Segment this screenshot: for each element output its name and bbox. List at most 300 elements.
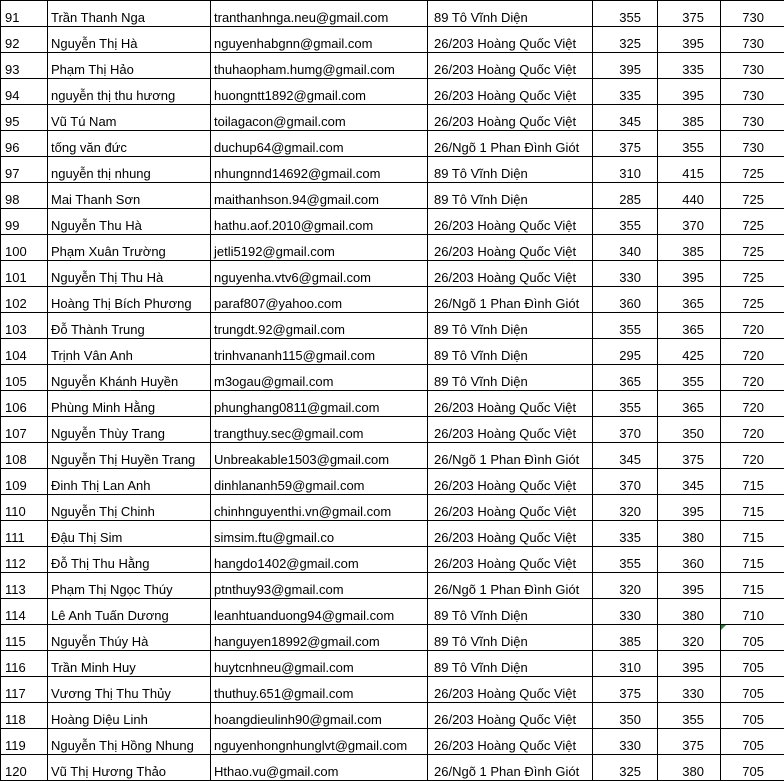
- name-cell[interactable]: [48, 573, 211, 599]
- name-cell[interactable]: [48, 79, 211, 105]
- name-cell[interactable]: [48, 651, 211, 677]
- score-1-text: 295: [619, 348, 641, 363]
- row-number-cell[interactable]: [1, 157, 48, 183]
- score-1-cell[interactable]: [593, 495, 658, 521]
- name-text: Đỗ Thị Thu Hằng: [51, 556, 150, 571]
- table-row: [1, 235, 784, 261]
- score-2-text: 330: [682, 686, 704, 701]
- address-cell[interactable]: [428, 495, 593, 521]
- score-2-cell[interactable]: [658, 469, 721, 495]
- name-cell[interactable]: [48, 521, 211, 547]
- address-text: 26/203 Hoàng Quốc Việt: [434, 426, 576, 441]
- email-text: nhungnnd14692@gmail.com: [214, 166, 380, 181]
- score-1-text: 345: [619, 452, 641, 467]
- name-text: Vũ Tú Nam: [51, 114, 117, 129]
- name-text: Phùng Minh Hằng: [51, 400, 155, 415]
- score-1-text: 330: [619, 738, 641, 753]
- email-cell[interactable]: [211, 755, 428, 781]
- score-2-cell[interactable]: [658, 443, 721, 469]
- row-number-cell[interactable]: [1, 27, 48, 53]
- email-cell[interactable]: [211, 443, 428, 469]
- row-number-cell[interactable]: [1, 677, 48, 703]
- name-text: Mai Thanh Sơn: [51, 192, 140, 207]
- address-cell[interactable]: [428, 417, 593, 443]
- total-score-text: 725: [742, 270, 764, 285]
- email-cell[interactable]: [211, 521, 428, 547]
- total-score-cell[interactable]: [721, 521, 784, 547]
- total-score-cell[interactable]: [721, 1, 784, 27]
- total-score-cell[interactable]: [721, 391, 784, 417]
- total-score-text: 705: [742, 738, 764, 753]
- row-number-text: 113: [5, 582, 26, 597]
- address-text: 26/203 Hoàng Quốc Việt: [434, 504, 576, 519]
- row-number-cell[interactable]: [1, 79, 48, 105]
- score-2-cell[interactable]: [658, 625, 721, 651]
- name-cell[interactable]: [48, 391, 211, 417]
- email-cell[interactable]: [211, 417, 428, 443]
- score-2-cell[interactable]: [658, 183, 721, 209]
- total-score-cell[interactable]: [721, 131, 784, 157]
- score-1-cell[interactable]: [593, 157, 658, 183]
- address-cell[interactable]: [428, 261, 593, 287]
- address-cell[interactable]: [428, 235, 593, 261]
- table-row: [1, 183, 784, 209]
- row-number-cell[interactable]: [1, 651, 48, 677]
- score-1-cell[interactable]: [593, 443, 658, 469]
- email-text: m3ogau@gmail.com: [214, 374, 333, 389]
- name-text: Vũ Thị Hương Thảo: [51, 764, 166, 779]
- score-1-cell[interactable]: [593, 391, 658, 417]
- table-row: [1, 131, 784, 157]
- name-cell[interactable]: [48, 443, 211, 469]
- total-score-cell[interactable]: [721, 313, 784, 339]
- name-cell[interactable]: [48, 495, 211, 521]
- total-score-cell[interactable]: [721, 599, 784, 625]
- address-text: 26/203 Hoàng Quốc Việt: [434, 244, 576, 259]
- score-2-text: 380: [682, 608, 704, 623]
- row-number-text: 100: [5, 244, 27, 259]
- score-1-cell[interactable]: [593, 79, 658, 105]
- email-cell[interactable]: [211, 261, 428, 287]
- row-number-cell[interactable]: [1, 625, 48, 651]
- score-1-cell[interactable]: [593, 573, 658, 599]
- address-cell[interactable]: [428, 703, 593, 729]
- row-number-cell[interactable]: [1, 287, 48, 313]
- total-score-cell[interactable]: [721, 339, 784, 365]
- score-2-text: 355: [682, 712, 704, 727]
- address-cell[interactable]: [428, 391, 593, 417]
- score-2-cell[interactable]: [658, 105, 721, 131]
- row-number-cell[interactable]: [1, 495, 48, 521]
- address-cell[interactable]: [428, 209, 593, 235]
- total-score-cell[interactable]: [721, 105, 784, 131]
- table-row: [1, 469, 784, 495]
- address-cell[interactable]: [428, 365, 593, 391]
- score-2-text: 360: [682, 556, 704, 571]
- name-cell[interactable]: [48, 677, 211, 703]
- total-score-text: 705: [742, 634, 764, 649]
- email-cell[interactable]: [211, 313, 428, 339]
- address-cell[interactable]: [428, 287, 593, 313]
- row-number-cell[interactable]: [1, 313, 48, 339]
- comment-indicator-icon[interactable]: [721, 625, 726, 630]
- score-1-cell[interactable]: [593, 625, 658, 651]
- score-2-cell[interactable]: [658, 677, 721, 703]
- total-score-text: 730: [742, 10, 764, 25]
- score-2-cell[interactable]: [658, 235, 721, 261]
- name-cell[interactable]: [48, 157, 211, 183]
- address-cell[interactable]: [428, 183, 593, 209]
- total-score-cell[interactable]: [721, 287, 784, 313]
- score-1-cell[interactable]: [593, 365, 658, 391]
- score-2-cell[interactable]: [658, 287, 721, 313]
- email-cell[interactable]: [211, 391, 428, 417]
- score-2-cell[interactable]: [658, 703, 721, 729]
- row-number-cell[interactable]: [1, 183, 48, 209]
- table-body: [1, 1, 784, 781]
- total-score-cell[interactable]: [721, 183, 784, 209]
- name-cell[interactable]: [48, 105, 211, 131]
- score-2-cell[interactable]: [658, 391, 721, 417]
- email-cell[interactable]: [211, 339, 428, 365]
- name-cell[interactable]: [48, 339, 211, 365]
- email-cell[interactable]: [211, 53, 428, 79]
- email-text: trangthuy.sec@gmail.com: [214, 426, 364, 441]
- email-cell[interactable]: [211, 573, 428, 599]
- table-row: [1, 287, 784, 313]
- address-cell[interactable]: [428, 469, 593, 495]
- address-cell[interactable]: [428, 339, 593, 365]
- name-text: Đinh Thị Lan Anh: [51, 478, 151, 493]
- row-number-cell[interactable]: [1, 235, 48, 261]
- score-2-cell[interactable]: [658, 651, 721, 677]
- address-cell[interactable]: [428, 27, 593, 53]
- score-1-cell[interactable]: [593, 1, 658, 27]
- email-text: hanguyen18992@gmail.com: [214, 634, 380, 649]
- email-cell[interactable]: [211, 495, 428, 521]
- score-1-cell[interactable]: [593, 235, 658, 261]
- total-score-cell[interactable]: [721, 495, 784, 521]
- score-1-cell[interactable]: [593, 27, 658, 53]
- score-2-text: 395: [682, 270, 704, 285]
- score-2-cell[interactable]: [658, 131, 721, 157]
- address-cell[interactable]: [428, 651, 593, 677]
- score-1-cell[interactable]: [593, 677, 658, 703]
- score-1-cell[interactable]: [593, 209, 658, 235]
- score-1-cell[interactable]: [593, 339, 658, 365]
- row-number-text: 96: [5, 140, 19, 155]
- score-2-cell[interactable]: [658, 339, 721, 365]
- score-1-cell[interactable]: [593, 313, 658, 339]
- address-cell[interactable]: [428, 131, 593, 157]
- address-cell[interactable]: [428, 313, 593, 339]
- total-score-cell[interactable]: [721, 573, 784, 599]
- name-cell[interactable]: [48, 703, 211, 729]
- score-2-cell[interactable]: [658, 365, 721, 391]
- name-text: Nguyễn Thị Hà: [51, 36, 137, 51]
- score-2-cell[interactable]: [658, 157, 721, 183]
- row-number-cell[interactable]: [1, 391, 48, 417]
- score-1-cell[interactable]: [593, 183, 658, 209]
- address-cell[interactable]: [428, 443, 593, 469]
- row-number-text: 106: [5, 400, 27, 415]
- email-cell[interactable]: [211, 599, 428, 625]
- address-cell[interactable]: [428, 157, 593, 183]
- name-cell[interactable]: [48, 417, 211, 443]
- score-1-text: 355: [619, 10, 641, 25]
- email-cell[interactable]: [211, 209, 428, 235]
- address-cell[interactable]: [428, 547, 593, 573]
- name-text: Phạm Thị Ngọc Thúy: [51, 582, 173, 597]
- email-cell[interactable]: [211, 79, 428, 105]
- row-number-cell[interactable]: [1, 573, 48, 599]
- name-cell[interactable]: [48, 469, 211, 495]
- name-text: Hoàng Diệu Linh: [51, 712, 148, 727]
- score-1-cell[interactable]: [593, 261, 658, 287]
- score-2-cell[interactable]: [658, 53, 721, 79]
- row-number-cell[interactable]: [1, 131, 48, 157]
- name-cell[interactable]: [48, 1, 211, 27]
- address-cell[interactable]: [428, 53, 593, 79]
- name-cell[interactable]: [48, 599, 211, 625]
- row-number-cell[interactable]: [1, 261, 48, 287]
- row-number-cell[interactable]: [1, 105, 48, 131]
- email-text: thuthuy.651@gmail.com: [214, 686, 353, 701]
- row-number-cell[interactable]: [1, 209, 48, 235]
- name-cell[interactable]: [48, 209, 211, 235]
- score-1-text: 320: [619, 504, 641, 519]
- row-number-text: 101: [5, 270, 27, 285]
- total-score-cell[interactable]: [721, 703, 784, 729]
- score-2-text: 380: [682, 530, 704, 545]
- email-cell[interactable]: [211, 625, 428, 651]
- address-cell[interactable]: [428, 755, 593, 781]
- name-cell[interactable]: [48, 313, 211, 339]
- address-cell[interactable]: [428, 521, 593, 547]
- address-cell[interactable]: [428, 79, 593, 105]
- score-1-cell[interactable]: [593, 547, 658, 573]
- score-2-cell[interactable]: [658, 521, 721, 547]
- score-2-cell[interactable]: [658, 573, 721, 599]
- score-1-cell[interactable]: [593, 599, 658, 625]
- row-number-text: 95: [5, 114, 19, 129]
- score-1-cell[interactable]: [593, 287, 658, 313]
- email-cell[interactable]: [211, 651, 428, 677]
- total-score-text: 730: [742, 140, 764, 155]
- score-1-text: 395: [619, 62, 641, 77]
- score-1-cell[interactable]: [593, 729, 658, 755]
- name-text: Trịnh Vân Anh: [51, 348, 133, 363]
- score-2-cell[interactable]: [658, 417, 721, 443]
- email-cell[interactable]: [211, 365, 428, 391]
- name-cell[interactable]: [48, 755, 211, 781]
- row-number-cell[interactable]: [1, 703, 48, 729]
- address-cell[interactable]: [428, 599, 593, 625]
- total-score-text: 705: [742, 764, 764, 779]
- total-score-cell[interactable]: [721, 157, 784, 183]
- score-2-text: 385: [682, 114, 704, 129]
- score-1-text: 325: [619, 36, 641, 51]
- name-cell[interactable]: [48, 53, 211, 79]
- address-cell[interactable]: [428, 677, 593, 703]
- name-text: Nguyễn Thị Hồng Nhung: [51, 738, 194, 753]
- name-cell[interactable]: [48, 131, 211, 157]
- name-cell[interactable]: [48, 235, 211, 261]
- total-score-cell[interactable]: [721, 53, 784, 79]
- score-1-cell[interactable]: [593, 417, 658, 443]
- total-score-cell[interactable]: [721, 417, 784, 443]
- score-2-cell[interactable]: [658, 313, 721, 339]
- address-text: 89 Tô Vĩnh Diện: [434, 374, 528, 389]
- row-number-cell[interactable]: [1, 729, 48, 755]
- name-cell[interactable]: [48, 625, 211, 651]
- score-1-cell[interactable]: [593, 131, 658, 157]
- total-score-cell[interactable]: [721, 443, 784, 469]
- address-text: 89 Tô Vĩnh Diện: [434, 660, 528, 675]
- table-row: [1, 755, 784, 781]
- score-2-cell[interactable]: [658, 755, 721, 781]
- row-number-text: 118: [5, 712, 26, 727]
- total-score-cell[interactable]: [721, 235, 784, 261]
- row-number-cell[interactable]: [1, 521, 48, 547]
- table-row: [1, 313, 784, 339]
- row-number-cell[interactable]: [1, 365, 48, 391]
- address-cell[interactable]: [428, 573, 593, 599]
- name-cell[interactable]: [48, 547, 211, 573]
- row-number-cell[interactable]: [1, 1, 48, 27]
- name-text: Trần Minh Huy: [51, 660, 136, 675]
- address-cell[interactable]: [428, 729, 593, 755]
- score-1-text: 365: [619, 374, 641, 389]
- score-2-cell[interactable]: [658, 79, 721, 105]
- row-number-cell[interactable]: [1, 53, 48, 79]
- total-score-cell[interactable]: [721, 27, 784, 53]
- row-number-text: 112: [5, 556, 26, 571]
- score-2-text: 395: [682, 504, 704, 519]
- email-cell[interactable]: [211, 27, 428, 53]
- total-score-cell[interactable]: [721, 209, 784, 235]
- score-2-cell[interactable]: [658, 27, 721, 53]
- total-score-text: 710: [742, 608, 764, 623]
- score-1-cell[interactable]: [593, 53, 658, 79]
- row-number-cell[interactable]: [1, 417, 48, 443]
- address-text: 26/203 Hoàng Quốc Việt: [434, 478, 576, 493]
- address-text: 89 Tô Vĩnh Diện: [434, 608, 528, 623]
- score-2-cell[interactable]: [658, 1, 721, 27]
- email-cell[interactable]: [211, 105, 428, 131]
- row-number-text: 107: [5, 426, 27, 441]
- total-score-cell[interactable]: [721, 365, 784, 391]
- name-cell[interactable]: [48, 287, 211, 313]
- address-text: 26/203 Hoàng Quốc Việt: [434, 62, 576, 77]
- score-2-cell[interactable]: [658, 729, 721, 755]
- row-number-cell[interactable]: [1, 469, 48, 495]
- total-score-text: 720: [742, 400, 764, 415]
- score-1-cell[interactable]: [593, 651, 658, 677]
- address-cell[interactable]: [428, 625, 593, 651]
- email-text: dinhlananh59@gmail.com: [214, 478, 365, 493]
- email-text: nguyenhongnhunglvt@gmail.com: [214, 738, 407, 753]
- email-cell[interactable]: [211, 703, 428, 729]
- score-1-text: 370: [619, 478, 641, 493]
- score-1-cell[interactable]: [593, 105, 658, 131]
- email-cell[interactable]: [211, 469, 428, 495]
- score-1-text: 335: [619, 530, 641, 545]
- row-number-cell[interactable]: [1, 755, 48, 781]
- score-2-text: 355: [682, 140, 704, 155]
- name-cell[interactable]: [48, 729, 211, 755]
- email-cell[interactable]: [211, 131, 428, 157]
- total-score-cell[interactable]: [721, 625, 784, 651]
- name-text: Nguyễn Thị Huyền Trang: [51, 452, 195, 467]
- name-text: Nguyễn Thúy Hà: [51, 634, 148, 649]
- total-score-cell[interactable]: [721, 677, 784, 703]
- total-score-cell[interactable]: [721, 651, 784, 677]
- address-text: 26/Ngõ 1 Phan Đình Giót: [434, 582, 579, 597]
- email-cell[interactable]: [211, 157, 428, 183]
- total-score-cell[interactable]: [721, 755, 784, 781]
- name-cell[interactable]: [48, 183, 211, 209]
- total-score-cell[interactable]: [721, 729, 784, 755]
- total-score-text: 725: [742, 192, 764, 207]
- email-cell[interactable]: [211, 547, 428, 573]
- score-2-text: 365: [682, 322, 704, 337]
- score-1-cell[interactable]: [593, 521, 658, 547]
- address-cell[interactable]: [428, 105, 593, 131]
- address-cell[interactable]: [428, 1, 593, 27]
- email-text: huytcnhneu@gmail.com: [214, 660, 354, 675]
- table-row: [1, 547, 784, 573]
- email-cell[interactable]: [211, 183, 428, 209]
- row-number-text: 105: [5, 374, 27, 389]
- row-number-cell[interactable]: [1, 599, 48, 625]
- email-cell[interactable]: [211, 287, 428, 313]
- score-2-cell[interactable]: [658, 599, 721, 625]
- total-score-cell[interactable]: [721, 261, 784, 287]
- total-score-text: 720: [742, 348, 764, 363]
- score-2-cell[interactable]: [658, 261, 721, 287]
- total-score-cell[interactable]: [721, 79, 784, 105]
- table-row: [1, 443, 784, 469]
- row-number-cell[interactable]: [1, 339, 48, 365]
- score-1-cell[interactable]: [593, 755, 658, 781]
- email-cell[interactable]: [211, 235, 428, 261]
- name-cell[interactable]: [48, 261, 211, 287]
- email-text: nguyenhabgnn@gmail.com: [214, 36, 372, 51]
- email-cell[interactable]: [211, 729, 428, 755]
- total-score-text: 715: [742, 556, 764, 571]
- name-cell[interactable]: [48, 27, 211, 53]
- total-score-cell[interactable]: [721, 469, 784, 495]
- score-2-cell[interactable]: [658, 547, 721, 573]
- score-1-text: 375: [619, 140, 641, 155]
- score-1-text: 375: [619, 686, 641, 701]
- total-score-cell[interactable]: [721, 547, 784, 573]
- name-text: Hoàng Thị Bích Phương: [51, 296, 192, 311]
- address-text: 26/Ngõ 1 Phan Đình Giót: [434, 140, 579, 155]
- score-2-cell[interactable]: [658, 495, 721, 521]
- name-cell[interactable]: [48, 365, 211, 391]
- row-number-text: 119: [5, 738, 26, 753]
- email-cell[interactable]: [211, 677, 428, 703]
- score-1-cell[interactable]: [593, 703, 658, 729]
- address-text: 26/203 Hoàng Quốc Việt: [434, 218, 576, 233]
- score-1-cell[interactable]: [593, 469, 658, 495]
- row-number-cell[interactable]: [1, 443, 48, 469]
- score-2-cell[interactable]: [658, 209, 721, 235]
- email-cell[interactable]: [211, 1, 428, 27]
- row-number-cell[interactable]: [1, 547, 48, 573]
